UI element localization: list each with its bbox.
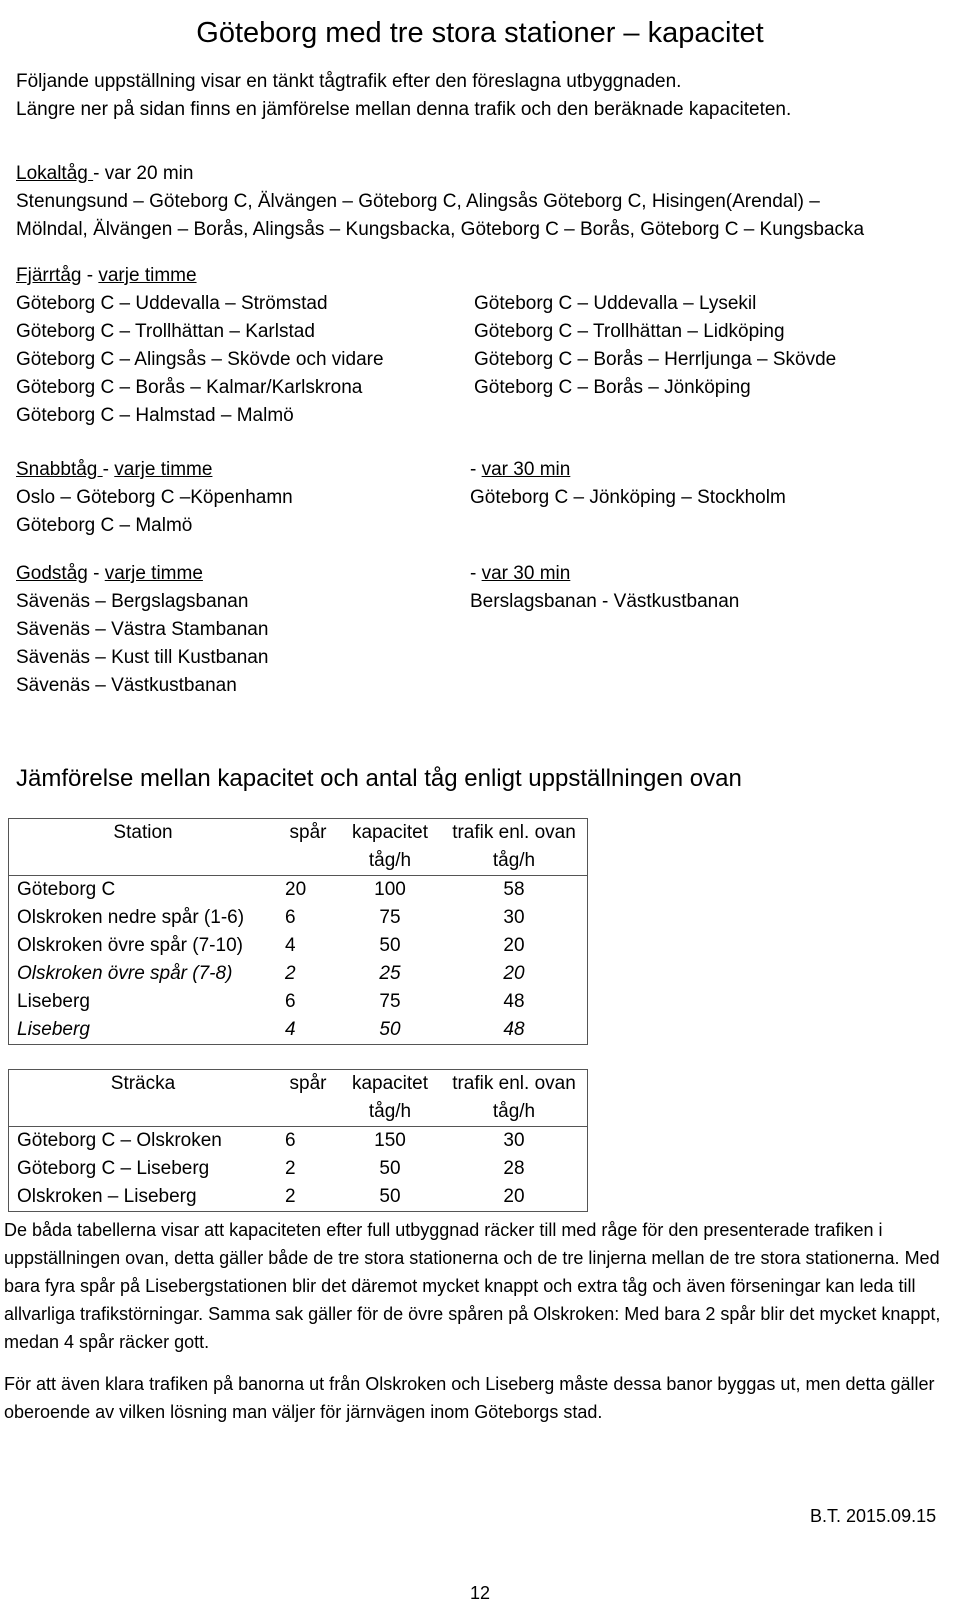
trafik-value: 20: [503, 1186, 525, 1207]
header-kapacitet: kapacitet: [351, 822, 429, 843]
snabbtag-route: Göteborg C – Jönköping – Stockholm: [470, 487, 786, 508]
table-row: [9, 988, 588, 1016]
snabbtag-route: Göteborg C – Malmö: [16, 515, 193, 536]
unit-cell: tåg/h: [339, 1098, 441, 1127]
lokaltag-line: Mölndal, Älvängen – Borås, Alingsås – Kungsbacka, Göteborg C – Borås, Göteborg C – Kungsbacka: [16, 219, 865, 240]
header-spar: spår: [289, 822, 327, 843]
kapacitet-value: 75: [379, 991, 401, 1012]
fjarrtag-heading: [16, 262, 384, 290]
trafik-value: 20: [503, 963, 525, 984]
snabbtag-separator: -: [102, 459, 115, 480]
station-name: Olskroken övre spår (7-8): [17, 963, 233, 984]
table-header-row: [9, 1070, 588, 1099]
unit-cell: [277, 847, 339, 876]
table-row: [9, 1155, 588, 1183]
kapacitet-value: 75: [379, 907, 401, 928]
fjarrtag-right-column: [474, 290, 836, 402]
table-row: [9, 876, 588, 905]
spar-value: 6: [285, 1130, 296, 1151]
godstag-route: Sävenäs – Västkustbanan: [16, 675, 237, 696]
spar-value: 6: [285, 907, 296, 928]
godstag-separator: -: [87, 563, 105, 584]
fjarrtag-route: Göteborg C – Alingsås – Skövde och vidare: [16, 349, 384, 370]
snabbtag-label: Snabbtåg: [16, 459, 103, 480]
station-name: Liseberg: [17, 1019, 90, 1040]
godstag-label: Godståg: [16, 563, 88, 584]
lokaltag-heading: [16, 160, 864, 188]
table-unit-row: [9, 847, 588, 876]
spar-value: 2: [285, 963, 296, 984]
kapacitet-value: 150: [374, 1130, 406, 1151]
station-name: Olskroken övre spår (7-10): [17, 935, 243, 956]
spar-value: 2: [285, 1158, 296, 1179]
stracka-capacity-table: [8, 1069, 588, 1212]
kapacitet-value: 50: [379, 1158, 401, 1179]
fjarrtag-label: Fjärrtåg: [16, 265, 82, 286]
table-row: [9, 1183, 588, 1212]
spar-value: 20: [285, 879, 307, 900]
fjarrtag-separator: -: [81, 265, 99, 286]
godstag-right-heading: [470, 560, 739, 588]
intro-paragraph: [16, 68, 791, 124]
trafik-value: 48: [503, 1019, 525, 1040]
comparison-heading: Jämförelse mellan kapacitet och antal tåg enligt uppställningen ovan: [16, 765, 742, 792]
fjarrtag-route: Göteborg C – Halmstad – Malmö: [16, 405, 294, 426]
snabbtag-frequency: varje timme: [114, 459, 213, 480]
unit-cell: [9, 1098, 278, 1127]
fjarrtag-route: Göteborg C – Uddevalla – Strömstad: [16, 293, 328, 314]
stracka-name: Göteborg C – Olskroken: [17, 1130, 222, 1151]
table-row: [9, 932, 588, 960]
header-stracka: Sträcka: [110, 1073, 176, 1094]
unit-cell: tåg/h: [441, 847, 588, 876]
godstag-route: Sävenäs – Västra Stambanan: [16, 619, 269, 640]
intro-line: Längre ner på sidan finns en jämförelse mellan denna trafik och den beräknade kapaciteten.: [16, 99, 792, 120]
godstag-route: Sävenäs – Bergslagsbanan: [16, 591, 249, 612]
table-row: [9, 960, 588, 988]
fjarrtag-route: Göteborg C – Borås – Herrljunga – Skövde: [474, 349, 837, 370]
station-capacity-table: [8, 818, 588, 1045]
spar-value: 4: [285, 1019, 296, 1040]
godstag-frequency: varje timme: [104, 563, 203, 584]
lokaltag-section: [16, 160, 864, 244]
trafik-value: 28: [503, 1158, 525, 1179]
lokaltag-label: Lokaltåg: [16, 163, 94, 184]
header-spar: spår: [289, 1073, 327, 1094]
snabbtag-right-separator: -: [470, 459, 482, 480]
conclusion-paragraph: De båda tabellerna visar att kapaciteten efter full utbyggnad räcker till med råge för den presenterade trafiken i uppställningen ovan, detta gäller både de tre stora stationerna och de tre linjerna mellan de tre stora stationerna. Med bara fyra spår på Lisebergstationen blir det däremot mycket knappt och extra tåg och även förseningar kan leda till allvarliga trafikstörningar. Samma sak gäller för de övre spåren på Olskroken: Med bara 2 spår blir det mycket knappt, medan 4 spår räcker gott.: [4, 1220, 941, 1352]
table-header-row: [9, 819, 588, 848]
stracka-name: Göteborg C – Liseberg: [17, 1158, 210, 1179]
kapacitet-value: 25: [379, 963, 401, 984]
snabbtag-right-column: [470, 456, 786, 512]
unit-cell: [277, 1098, 339, 1127]
godstag-right-frequency: var 30 min: [481, 563, 571, 584]
page-number: 12: [469, 1583, 491, 1603]
table-unit-row: [9, 1098, 588, 1127]
station-name: Liseberg: [17, 991, 90, 1012]
table-row: [9, 1016, 588, 1045]
unit-cell: tåg/h: [441, 1098, 588, 1127]
lokaltag-frequency: - var 20 min: [93, 163, 194, 184]
unit-cell: [9, 847, 278, 876]
fjarrtag-route: Göteborg C – Trollhättan – Lidköping: [474, 321, 785, 342]
header-trafik: trafik enl. ovan: [452, 822, 576, 843]
trafik-value: 20: [503, 935, 525, 956]
fjarrtag-route: Göteborg C – Borås – Jönköping: [474, 377, 751, 398]
snabbtag-route: Oslo – Göteborg C –Köpenhamn: [16, 487, 293, 508]
trafik-value: 30: [503, 1130, 525, 1151]
signature-date: B.T. 2015.09.15: [810, 1506, 937, 1526]
header-station: Station: [113, 822, 173, 843]
header-kapacitet: kapacitet: [351, 1073, 429, 1094]
godstag-left-column: [16, 560, 268, 700]
kapacitet-value: 50: [379, 1019, 401, 1040]
godstag-route: Sävenäs – Kust till Kustbanan: [16, 647, 269, 668]
header-trafik: trafik enl. ovan: [452, 1073, 576, 1094]
conclusion-paragraph: För att även klara trafiken på banorna ut från Olskroken och Liseberg måste dessa banor byggas ut, men detta gäller oberoende av vilken lösning man väljer för järnvägen inom Göteborgs stad.: [4, 1374, 935, 1422]
intro-line: Följande uppställning visar en tänkt tågtrafik efter den föreslagna utbyggnaden.: [16, 71, 682, 92]
godstag-heading: [16, 560, 268, 588]
table-row: [9, 904, 588, 932]
kapacitet-value: 50: [379, 1186, 401, 1207]
fjarrtag-route: Göteborg C – Uddevalla – Lysekil: [474, 293, 757, 314]
page-title: Göteborg med tre stora stationer – kapacitet: [196, 17, 764, 50]
stracka-name: Olskroken – Liseberg: [17, 1186, 197, 1207]
godstag-route: Berslagsbanan - Västkustbanan: [470, 591, 740, 612]
godstag-right-separator: -: [470, 563, 482, 584]
fjarrtag-frequency: varje timme: [98, 265, 197, 286]
kapacitet-value: 100: [374, 879, 406, 900]
snabbtag-right-heading: [470, 456, 786, 484]
spar-value: 2: [285, 1186, 296, 1207]
trafik-value: 30: [503, 907, 525, 928]
unit-cell: tåg/h: [339, 847, 441, 876]
trafik-value: 58: [503, 879, 525, 900]
fjarrtag-route: Göteborg C – Borås – Kalmar/Karlskrona: [16, 377, 363, 398]
station-name: Göteborg C: [17, 879, 116, 900]
spar-value: 6: [285, 991, 296, 1012]
godstag-right-column: [470, 560, 739, 616]
snabbtag-heading: [16, 456, 293, 484]
snabbtag-right-frequency: var 30 min: [481, 459, 571, 480]
snabbtag-left-column: [16, 456, 293, 540]
trafik-value: 48: [503, 991, 525, 1012]
fjarrtag-left-column: [16, 262, 384, 430]
spar-value: 4: [285, 935, 296, 956]
kapacitet-value: 50: [379, 935, 401, 956]
table-row: [9, 1127, 588, 1156]
fjarrtag-route: Göteborg C – Trollhättan – Karlstad: [16, 321, 315, 342]
station-name: Olskroken nedre spår (1-6): [17, 907, 245, 928]
lokaltag-line: Stenungsund – Göteborg C, Älvängen – Göteborg C, Alingsås Göteborg C, Hisingen(Arendal) –: [16, 191, 820, 212]
